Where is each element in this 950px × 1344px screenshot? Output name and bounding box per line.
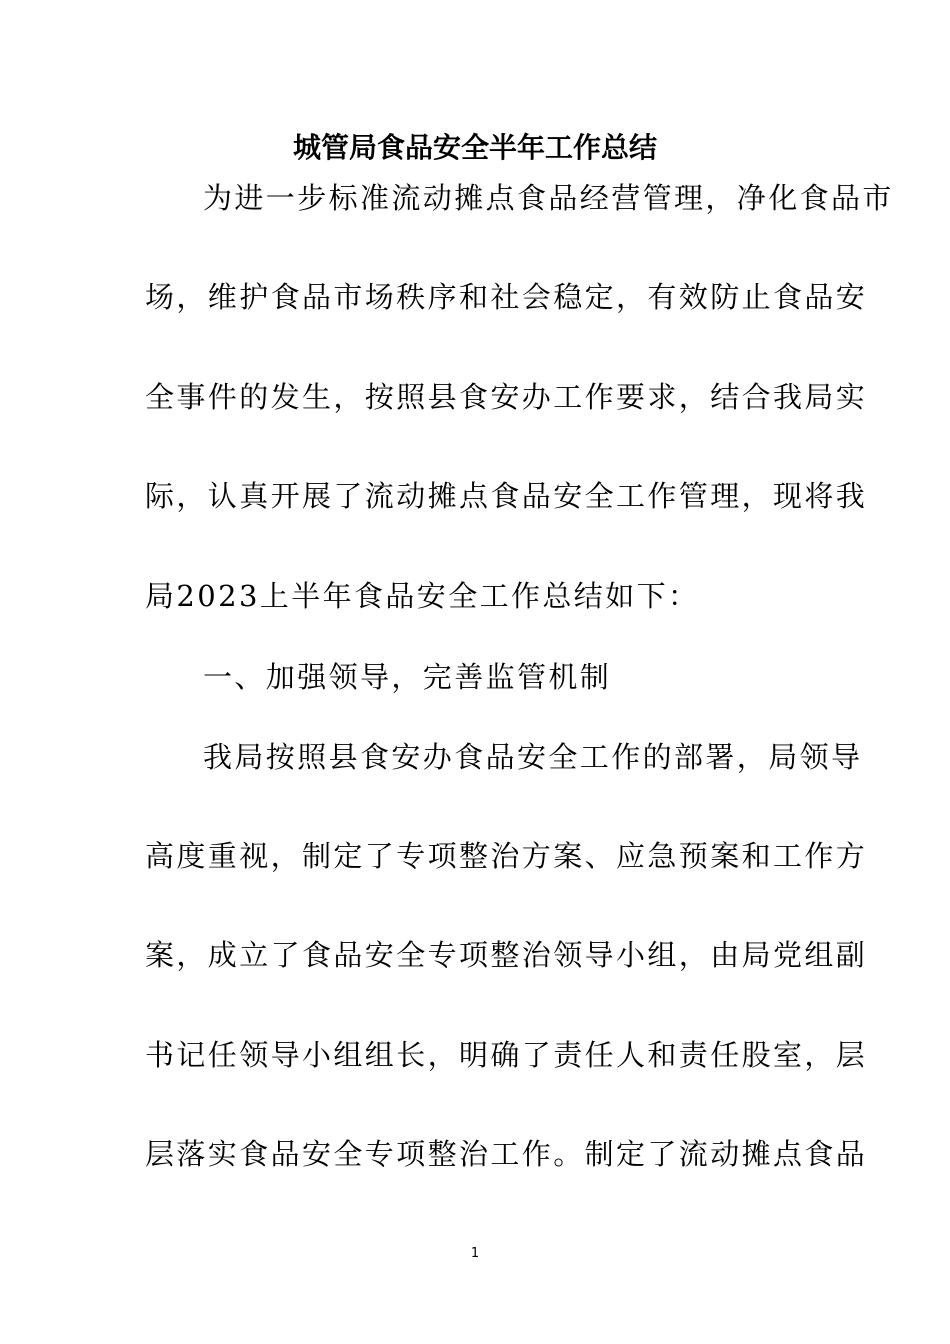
paragraph-line: 我局按照县食安办食品安全工作的部署，局领导 xyxy=(203,740,863,774)
paragraph-line: 层落实食品安全专项整治工作。制定了流动摊点食品 xyxy=(145,1137,868,1171)
section-heading: 一、加强领导，完善监管机制 xyxy=(203,660,612,694)
paragraph-line: 局2023上半年食品安全工作总结如下： xyxy=(145,579,700,613)
paragraph-line: 书记任领导小组组长，明确了责任人和责任股室，层 xyxy=(145,1038,868,1072)
paragraph-line: 高度重视，制定了专项整治方案、应急预案和工作方 xyxy=(145,839,868,873)
paragraph-line: 全事件的发生，按照县食安办工作要求，结合我局实 xyxy=(145,380,868,414)
page-number: 1 xyxy=(470,1246,480,1261)
paragraph-line: 为进一步标准流动摊点食品经营管理，净化食品市 xyxy=(203,181,894,215)
paragraph-line: 际，认真开展了流动摊点食品安全工作管理，现将我 xyxy=(145,479,868,513)
paragraph-line: 案，成立了食品安全专项整治领导小组，由局党组副 xyxy=(145,938,868,972)
paragraph-line: 场，维护食品市场秩序和社会稳定，有效防止食品安 xyxy=(145,280,868,314)
document-title: 城管局食品安全半年工作总结 xyxy=(292,131,657,164)
